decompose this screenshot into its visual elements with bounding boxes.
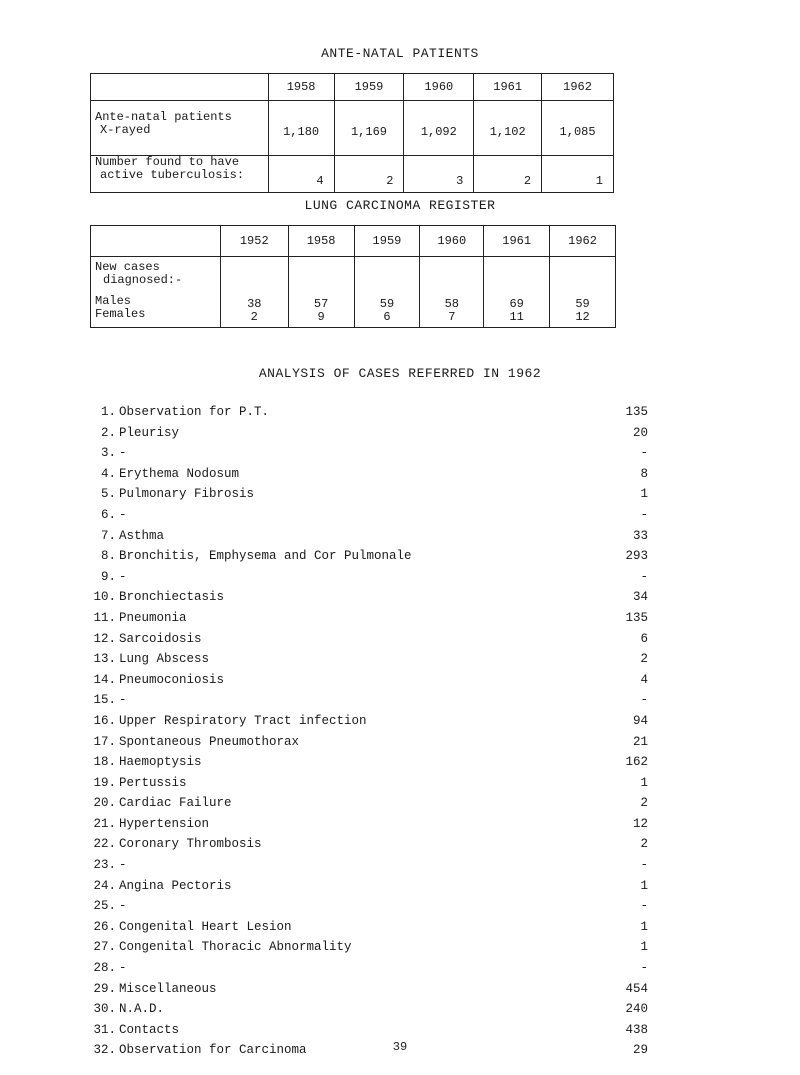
- lung-row-labels: [91, 257, 221, 328]
- list-item-number: 20.: [93, 796, 116, 811]
- list-item-number: 14.: [93, 672, 116, 687]
- ante-natal-header-row: [91, 74, 614, 101]
- list-item-value: 2: [640, 837, 648, 852]
- list-item: [88, 979, 648, 1000]
- table-cell: 9: [317, 309, 325, 324]
- lung-year: 1958: [288, 226, 354, 257]
- ante-natal-year: 1961: [474, 74, 542, 101]
- list-item-value: 1: [640, 775, 648, 790]
- table-cell: 1,180: [268, 101, 334, 156]
- list-item-value: 1: [640, 878, 648, 893]
- list-item-value: 8: [640, 466, 648, 481]
- table-cell: 59: [575, 297, 590, 311]
- ante-natal-year: 1958: [268, 74, 334, 101]
- list-item-value: 21: [632, 734, 648, 749]
- list-item: [88, 505, 648, 526]
- lung-carcinoma-title: LUNG CARCINOMA REGISTER: [304, 198, 496, 213]
- lung-year: 1959: [354, 226, 420, 257]
- list-item-number: 16.: [93, 713, 116, 728]
- list-item-number: 2.: [100, 425, 116, 440]
- table-cell: 7: [448, 309, 456, 324]
- list-item-number: 17.: [93, 734, 116, 749]
- list-item-value: 4: [640, 672, 648, 687]
- list-item: [88, 587, 648, 608]
- list-item-number: 9.: [100, 569, 116, 584]
- list-item-label: Angina Pectoris: [119, 878, 232, 893]
- list-item: [88, 732, 648, 753]
- list-item-value: 2: [640, 652, 648, 667]
- list-item-number: 31.: [93, 1022, 116, 1037]
- list-item-label: Coronary Thrombosis: [119, 837, 262, 852]
- list-item: [88, 958, 648, 979]
- list-item-number: 6.: [100, 507, 116, 522]
- lung-cell-1962: [550, 257, 616, 328]
- list-item-value: 135: [625, 405, 648, 419]
- list-item: [88, 834, 648, 855]
- list-item-label: Hypertension: [119, 816, 210, 831]
- list-item: [88, 546, 648, 567]
- table-cell: 59: [379, 297, 395, 311]
- list-item-label: Observation for Carcinoma: [119, 1043, 307, 1058]
- list-item-value: -: [640, 899, 648, 914]
- table-cell: 1,102: [474, 101, 542, 156]
- list-item-value: 33: [632, 528, 648, 543]
- list-item-number: 5.: [100, 487, 116, 502]
- table-cell: 3: [404, 156, 474, 193]
- table-cell: 6: [383, 309, 391, 324]
- list-item-value: 1: [640, 487, 648, 502]
- list-item-label: Congenital Thoracic Abnormality: [119, 940, 352, 955]
- lung-heading-line-2: diagnosed:-: [103, 272, 183, 287]
- list-item-value: 293: [625, 549, 648, 564]
- lung-body-row: [91, 257, 616, 328]
- list-item-number: 29.: [93, 981, 116, 996]
- list-item-label: Observation for P.T.: [119, 405, 270, 419]
- list-item-number: 30.: [93, 1002, 116, 1017]
- list-item-number: 19.: [93, 775, 116, 790]
- table-cell: 1,169: [334, 101, 404, 156]
- table-cell: 12: [575, 309, 590, 324]
- lung-cell-1961: [484, 257, 550, 328]
- list-item: [88, 896, 648, 917]
- list-item-value: 454: [625, 981, 648, 996]
- lung-year: 1962: [550, 226, 616, 257]
- list-item-label: Lung Abscess: [119, 652, 210, 667]
- list-item: [88, 567, 648, 588]
- lung-year: 1960: [420, 226, 484, 257]
- list-item-value: -: [640, 507, 648, 522]
- list-item-number: 8.: [100, 549, 116, 564]
- list-item-value: -: [640, 569, 648, 584]
- lung-cell-1952: [220, 257, 288, 328]
- ante-natal-year: 1960: [404, 74, 474, 101]
- ante-natal-year: 1959: [334, 74, 404, 101]
- list-item-number: 32.: [93, 1043, 116, 1058]
- list-item-number: 3.: [100, 446, 116, 461]
- table-cell: 69: [509, 297, 524, 311]
- list-item-value: 29: [632, 1043, 648, 1058]
- list-item-number: 1.: [100, 405, 116, 419]
- list-item-number: 27.: [93, 940, 116, 955]
- analysis-list: [88, 402, 648, 1061]
- list-item-label: Miscellaneous: [119, 981, 217, 996]
- list-item: [88, 526, 648, 547]
- list-item-label: Bronchiectasis: [119, 590, 225, 605]
- list-item-label: Cardiac Failure: [119, 796, 232, 811]
- list-item-value: 12: [632, 816, 648, 831]
- table-cell: 58: [444, 297, 459, 311]
- list-item-number: 4.: [100, 466, 116, 481]
- list-item: [88, 752, 648, 773]
- list-item-label: Pulmonary Fibrosis: [119, 487, 255, 502]
- list-item-label: Contacts: [119, 1022, 180, 1037]
- row-label-line-1: Ante-natal patients: [95, 110, 232, 124]
- list-item-value: 135: [625, 610, 648, 625]
- lung-row-label-females: Females: [95, 306, 146, 321]
- table-cell: 4: [268, 156, 334, 193]
- row-label-line-1: Number found to have: [95, 155, 240, 169]
- list-item-label: -: [119, 693, 127, 708]
- table-cell: 2: [250, 309, 258, 324]
- list-item-value: -: [640, 693, 648, 708]
- ante-natal-row: [91, 101, 614, 156]
- list-item-number: 12.: [93, 631, 116, 646]
- lung-row-label-males: Males: [95, 294, 132, 308]
- list-item: [88, 999, 648, 1020]
- list-item-label: Sarcoidosis: [119, 631, 202, 646]
- lung-year: 1961: [484, 226, 550, 257]
- list-item: [88, 423, 648, 444]
- ante-natal-title: ANTE-NATAL PATIENTS: [321, 46, 479, 61]
- list-item: [88, 793, 648, 814]
- ante-natal-row: [91, 156, 614, 193]
- list-item: [88, 814, 648, 835]
- list-item-value: 94: [632, 713, 648, 728]
- list-item-value: 1: [640, 919, 648, 934]
- table-cell: 1: [542, 156, 614, 193]
- list-item: [88, 443, 648, 464]
- list-item-label: Erythema Nodosum: [119, 466, 240, 481]
- list-item-number: 22.: [93, 837, 116, 852]
- list-item-value: 20: [632, 425, 648, 440]
- list-item-value: -: [640, 858, 648, 873]
- list-item-number: 13.: [93, 652, 116, 667]
- list-item: [88, 773, 648, 794]
- lung-year: 1952: [220, 226, 288, 257]
- list-item: [88, 670, 648, 691]
- row-label-line-2: X-rayed: [100, 123, 151, 137]
- ante-natal-row-label: [91, 156, 269, 193]
- list-item: [88, 690, 648, 711]
- list-item-number: 21.: [93, 816, 116, 831]
- list-item-label: -: [119, 507, 127, 522]
- list-item-label: Congenital Heart Lesion: [119, 919, 292, 934]
- list-item: [88, 484, 648, 505]
- list-item-number: 15.: [93, 693, 116, 708]
- list-item-label: Pneumonia: [119, 610, 187, 625]
- table-cell: 57: [313, 297, 329, 311]
- list-item-value: 6: [640, 631, 648, 646]
- list-item-label: Haemoptysis: [119, 755, 202, 770]
- list-item-value: -: [640, 961, 648, 976]
- list-item-label: Asthma: [119, 528, 165, 543]
- list-item-number: 10.: [93, 590, 116, 605]
- row-label-line-2: active tuberculosis:: [100, 168, 245, 182]
- list-item: [88, 649, 648, 670]
- lung-header-blank: [91, 226, 221, 257]
- list-item: [88, 855, 648, 876]
- ante-natal-row-label: [91, 101, 269, 156]
- ante-natal-year: 1962: [542, 74, 614, 101]
- list-item-value: 240: [625, 1002, 648, 1017]
- list-item: [88, 402, 648, 423]
- lung-cell-1958: [288, 257, 354, 328]
- lung-cell-1959: [354, 257, 420, 328]
- ante-natal-table: [90, 73, 614, 193]
- list-item-label: Pleurisy: [119, 425, 180, 440]
- table-cell: 2: [334, 156, 404, 193]
- list-item-label: -: [119, 858, 127, 873]
- list-item-label: -: [119, 569, 127, 584]
- list-item-number: 23.: [93, 858, 116, 873]
- list-item-value: 34: [632, 590, 648, 605]
- list-item-label: -: [119, 446, 127, 461]
- list-item: [88, 917, 648, 938]
- list-item-number: 7.: [100, 528, 116, 543]
- list-item-number: 24.: [93, 878, 116, 893]
- list-item-value: 1: [640, 940, 648, 955]
- ante-natal-header-blank: [91, 74, 269, 101]
- lung-header-row: [91, 226, 616, 257]
- table-cell: 11: [509, 309, 524, 324]
- list-item-label: N.A.D.: [119, 1002, 165, 1017]
- list-item-value: -: [640, 446, 648, 461]
- table-cell: 1,092: [404, 101, 474, 156]
- list-item-label: -: [119, 961, 127, 976]
- table-cell: 2: [474, 156, 542, 193]
- analysis-title: ANALYSIS OF CASES REFERRED IN 1962: [258, 366, 542, 381]
- list-item-number: 28.: [93, 961, 116, 976]
- list-item-number: 18.: [93, 755, 116, 770]
- list-item: [88, 876, 648, 897]
- list-item-value: 162: [625, 755, 648, 770]
- lung-heading-line-1: New cases: [95, 260, 160, 274]
- list-item: [88, 629, 648, 650]
- list-item: [88, 711, 648, 732]
- list-item: [88, 937, 648, 958]
- lung-carcinoma-table: [90, 225, 616, 328]
- list-item-label: Upper Respiratory Tract infection: [119, 713, 367, 728]
- list-item: [88, 464, 648, 485]
- list-item-label: Bronchitis, Emphysema and Cor Pulmonale: [119, 549, 412, 564]
- page-number: 39: [392, 1040, 408, 1054]
- list-item: [88, 1020, 648, 1041]
- list-item-label: Spontaneous Pneumothorax: [119, 734, 300, 749]
- lung-cell-1960: [420, 257, 484, 328]
- table-cell: 38: [247, 297, 262, 311]
- list-item-label: -: [119, 899, 127, 914]
- list-item-number: 26.: [93, 919, 116, 934]
- list-item-number: 11.: [93, 610, 116, 625]
- list-item-number: 25.: [93, 899, 116, 914]
- list-item-value: 2: [640, 796, 648, 811]
- list-item-label: Pertussis: [119, 775, 187, 790]
- list-item-value: 438: [625, 1022, 648, 1037]
- table-cell: 1,085: [542, 101, 614, 156]
- list-item-label: Pneumoconiosis: [119, 672, 225, 687]
- list-item: [88, 608, 648, 629]
